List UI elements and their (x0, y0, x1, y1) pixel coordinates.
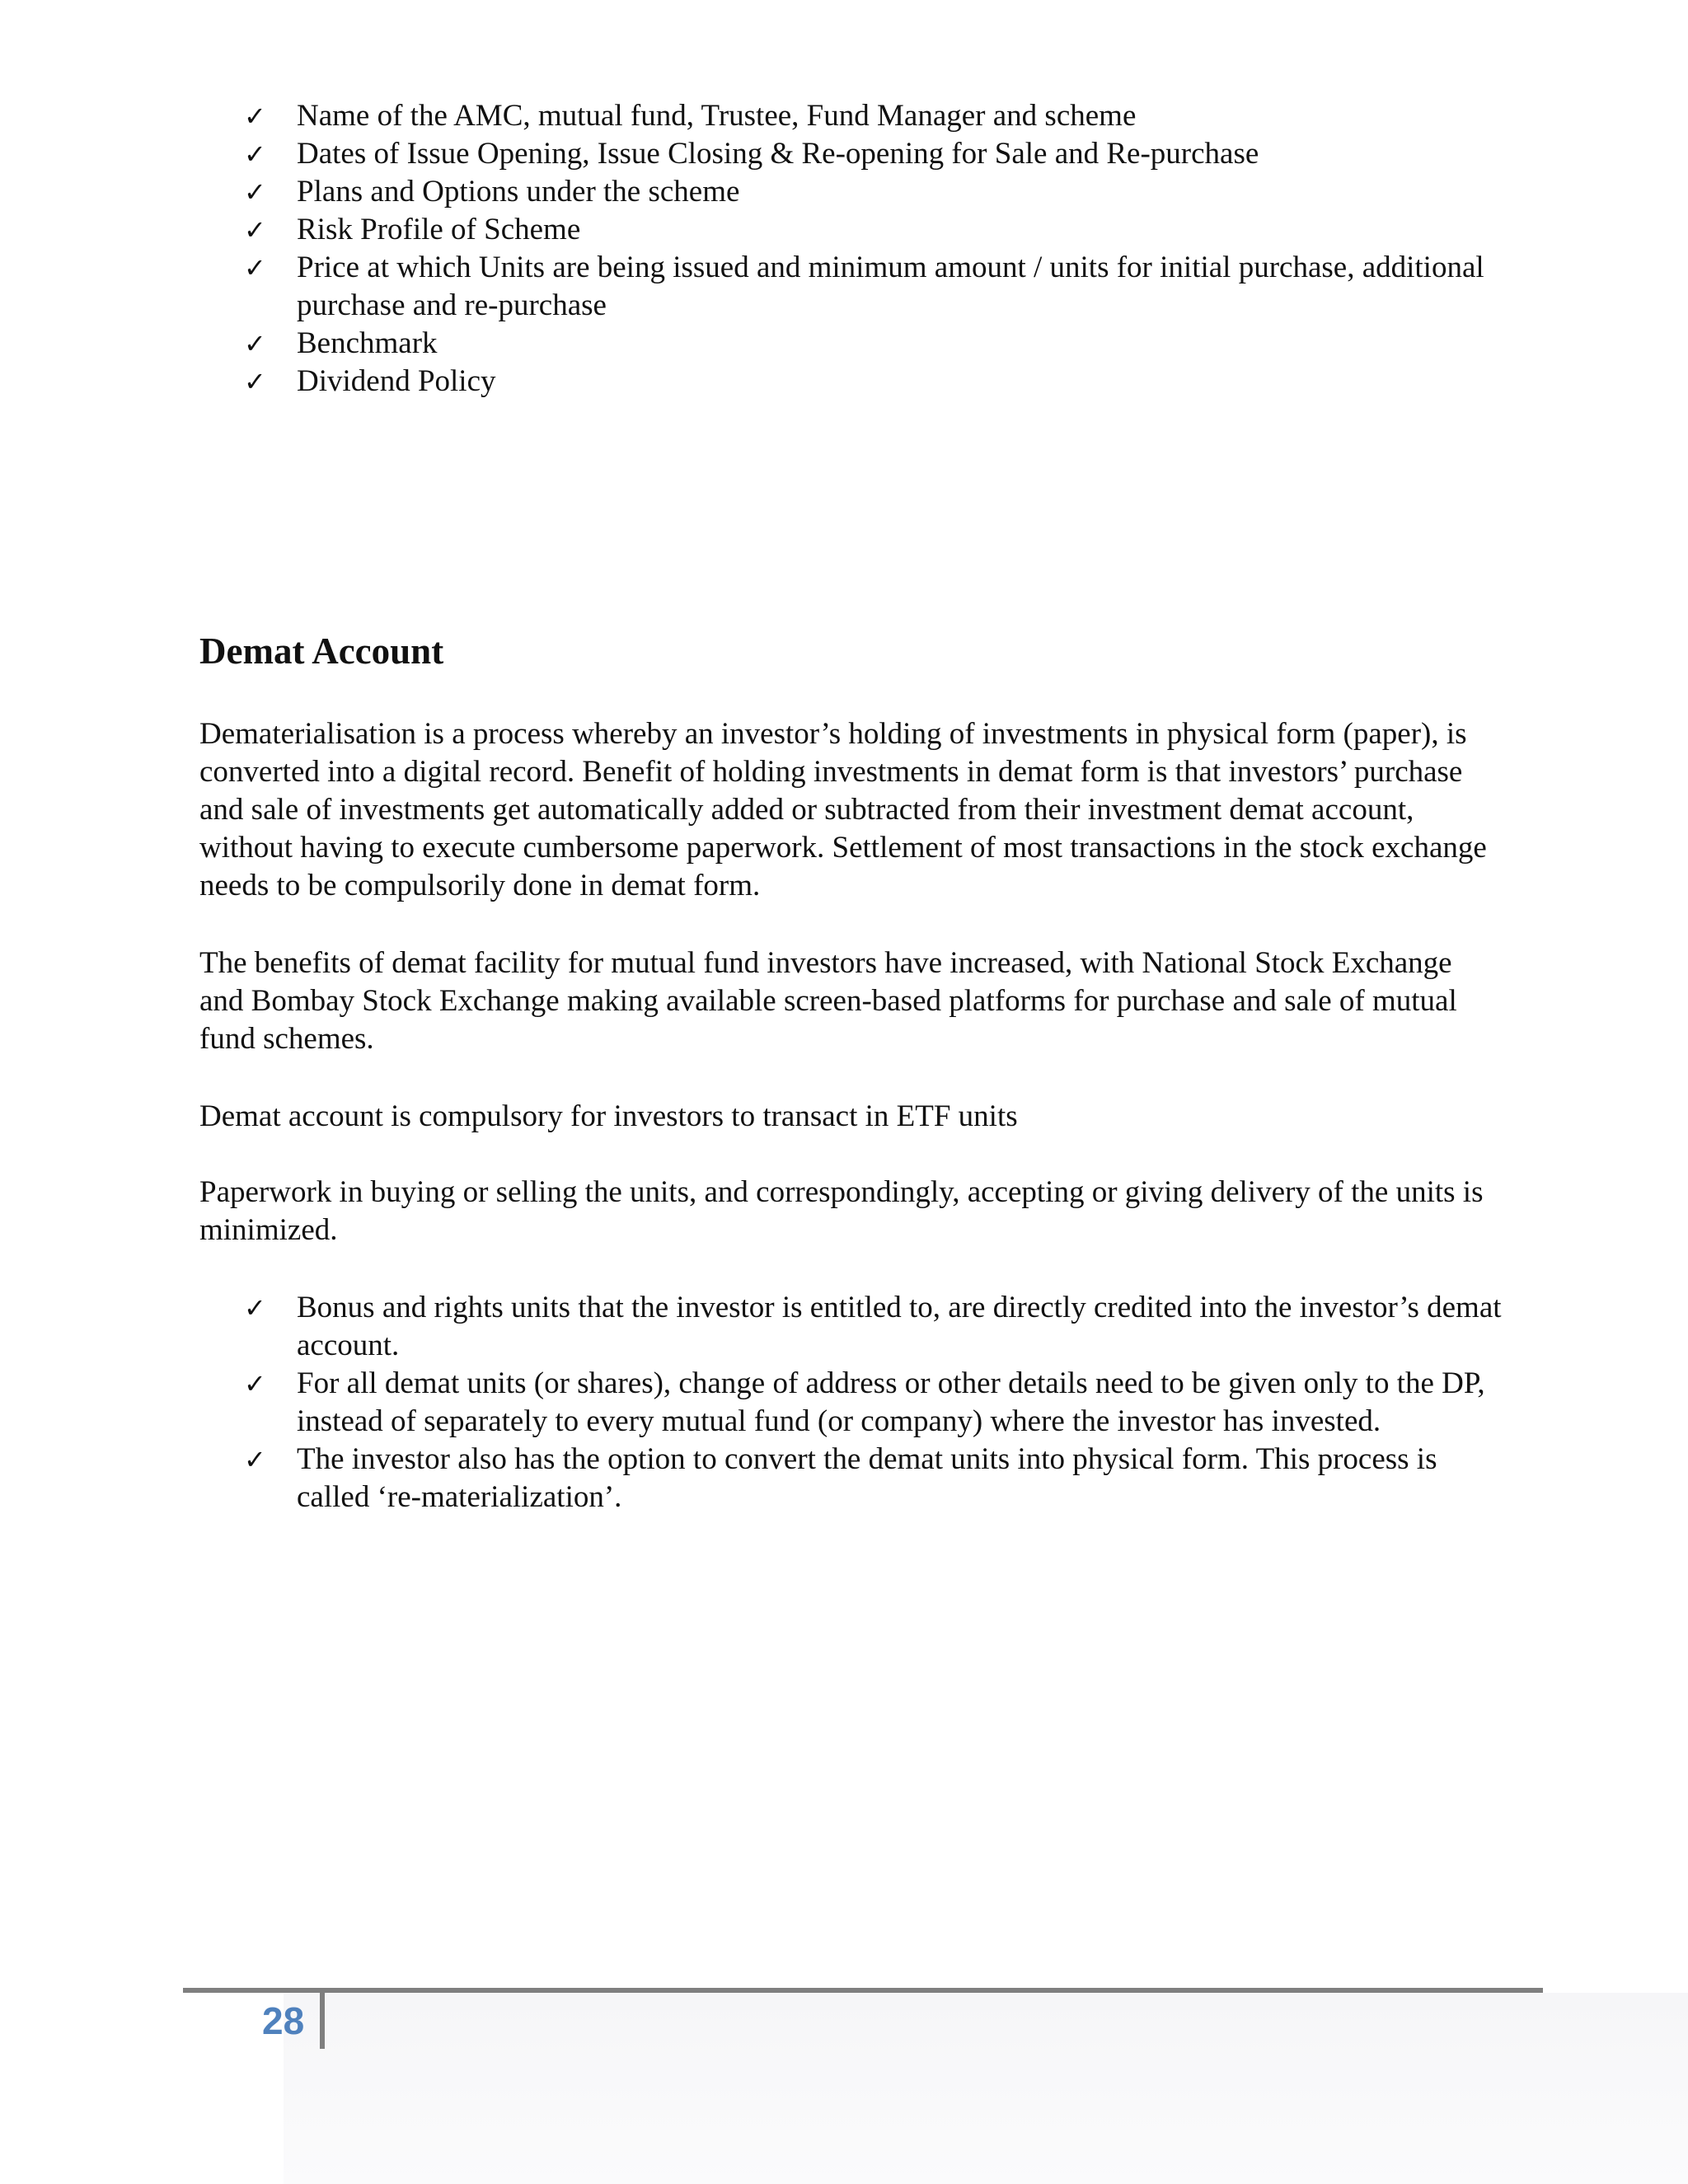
checkmark-icon: ✓ (244, 328, 266, 359)
checkmark-icon: ✓ (244, 366, 266, 397)
list-item-text: Bonus and rights units that the investor is entitled to, are directly credited into the investor’s demat account. (297, 1291, 1502, 1362)
list-item-text: Name of the AMC, mutual fund, Trustee, Fund Manager and scheme (297, 99, 1137, 133)
checkmark-icon: ✓ (244, 138, 266, 170)
section-heading: Demat Account (199, 630, 444, 672)
list-item-text: Price at which Units are being issued and minimum amount / units for initial purchase, additional purchase and re-purchase (297, 251, 1484, 322)
list-item-text: Risk Profile of Scheme (297, 213, 581, 246)
checklist-top (198, 97, 1517, 401)
footer-rule (183, 1988, 1543, 1993)
list-item (198, 1441, 1517, 1516)
checkmark-icon: ✓ (244, 252, 266, 284)
list-item-text: Benchmark (297, 326, 438, 360)
list-item (198, 173, 1517, 211)
list-item (198, 135, 1517, 173)
list-item (198, 249, 1517, 325)
footer-shadow (284, 1993, 1688, 2184)
footer-divider (320, 1993, 325, 2049)
list-item (198, 97, 1517, 135)
list-item-text: Dividend Policy (297, 364, 496, 398)
paragraph-paperwork: Paperwork in buying or selling the units, and correspondingly, accepting or giving delivery of the units is minimized. (199, 1175, 1484, 1247)
checkmark-icon: ✓ (244, 1292, 266, 1324)
checkmark-icon: ✓ (244, 1444, 266, 1475)
checkmark-icon: ✓ (244, 101, 266, 132)
paragraph-benefits: The benefits of demat facility for mutual fund investors have increased, with National Stock Exchange and Bombay Stock Exchange making available screen-based platforms for purchase and sale of mutual fund schemes. (199, 946, 1457, 1056)
list-item (198, 1365, 1517, 1441)
checkmark-icon: ✓ (244, 1368, 266, 1399)
checkmark-icon: ✓ (244, 176, 266, 208)
paragraph-dematerialisation: Dematerialisation is a process whereby an investor’s holding of investments in physical form (paper), is converted into a digital record. Benefit of holding investments in demat form is that investors’ purchase and sale of investments get automatically added or subtracted from their investment demat account, without having to execute cumbersome paperwork. Settlement of most transactions in the stock exchange needs to be compulsorily done in demat form. (199, 717, 1487, 902)
list-item (198, 363, 1517, 401)
list-item-text: For all demat units (or shares), change of address or other details need to be given only to the DP, instead of separately to every mutual fund (or company) where the investor has invested. (297, 1366, 1485, 1438)
list-item-text: Dates of Issue Opening, Issue Closing & Re-opening for Sale and Re-purchase (297, 137, 1259, 171)
list-item (198, 211, 1517, 249)
list-item-text: The investor also has the option to convert the demat units into physical form. This process is called ‘re-materialization’. (297, 1442, 1437, 1514)
checkmark-icon: ✓ (244, 214, 266, 246)
paragraph-etf: Demat account is compulsory for investors to transact in ETF units (199, 1099, 1018, 1133)
list-item-text: Plans and Options under the scheme (297, 175, 740, 209)
list-item (198, 325, 1517, 363)
page-number: 28 (262, 1999, 305, 2042)
checklist-bottom (198, 1289, 1517, 1516)
list-item (198, 1289, 1517, 1365)
